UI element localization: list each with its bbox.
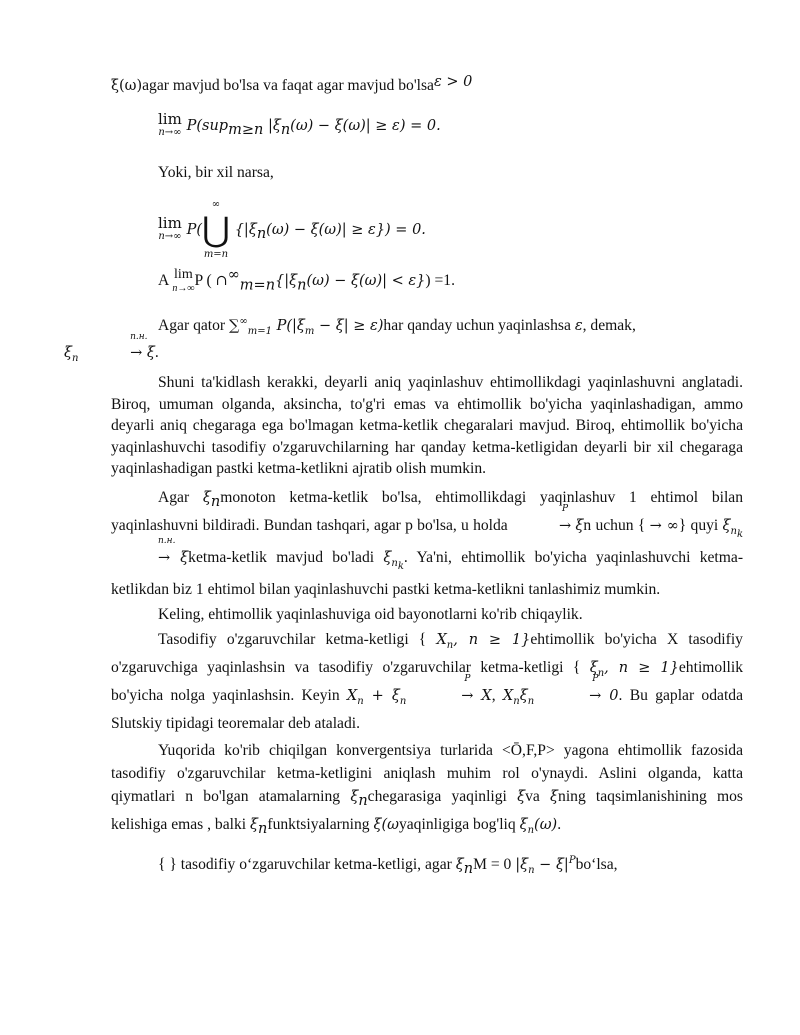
yoki-line: Yoki, bir xil narsa, <box>158 163 274 181</box>
paragraph-tasodifiy: Tasodifiy o'zgaruvchilar ketma-ketligi { $X_n$, n ≥ 1}ehtimollik bo'yicha X tasodifiy o'zgaruvchiga yaqinlashsin va tasodifiy o'zgaruvchilar ketma-ketligi { $\xi_n$, n ≥ 1}ehtimollik bo'yicha nolga yaqinlashsin. Keyin $X_n + \xi_n$ P → X, $X_n\xi_n$ P → 0. Bu gaplar odatda Slutskiy tipidagi teoremalar deb ataladi. <box>111 631 743 732</box>
lim-operator: lim n→∞ <box>158 109 182 138</box>
paragraph-keling: Keling, ehtimollik yaqinlashuviga oid bayonotlarni ko'rib chiqaylik. <box>158 605 583 623</box>
union-operator: ∞ ⋃ m=n <box>202 199 230 260</box>
math-as-convergence: $\xi_n$ п.н. → ξ <box>64 332 155 364</box>
paragraph-shuni: Shuni ta'kidlash kerakki, deyarli aniq yaqinlashuv ehtimollikdagi yaqinlashuvni anglatadi. Biroq, umuman olganda, aksincha, to'g'ri emas va ehtimollik bo'yicha yaqinlashadigan, ammo deyarli aniq chegaraga ega bo'lmagan ketma-ketlik chegaralari mavjud. Biroq, ehtimollik bo'yicha yaqinlashuvchi tasodifiy o'zgaruvchilarning har qanday ketma-ketligidan deyarli bir xil chegaraga yaqinlashadigan pastki ketma-ketlikni ajratib olish mumkin. <box>111 374 743 478</box>
formula-sup-limit: lim n→∞ P(sup$_{m\ge n}$ $|\xi_n(\omega) - \xi(\omega)| \ge \varepsilon) = 0$. <box>158 109 441 138</box>
math-sum: $\sum^\infty_{m=1}$ $P(|\xi_m - \xi| \ge \varepsilon)$ <box>229 315 384 337</box>
document-page <box>64 72 744 881</box>
paragraph-last: { } tasodifiy o‘zgaruvchilar ketma-ketligi, agar $\xi_nM = 0$ $|\xi_n$ − $\xi|^Pbo‘lsa$, <box>158 854 618 877</box>
paragraph-monoton: Agar $\xi_nmonoton$ ketma-ketlik bo'lsa, ehtimollikdagi yaqinlashuv 1 ehtimol bilan yaqinlashuvni bildiradi. Bundan tashqari, agar p bo'lsa, u holda P → ξn uchun { → ∞} quyi $\xi_{n_k}$ п.н. → ξketma-ketlik mavjud bo'ladi $\xi_{n_k}$. Ya'ni, ehtimollik bo'yicha yaqinlashuvchi ketma-ketlikdan biz 1 ehtimol bilan yaqinlashuvchi pastki ketma-ketlikni tanlashimiz mumkin. <box>111 488 744 598</box>
paragraph-yuqorida: Yuqorida ko'rib chiqilgan konvergentsiya turlarida <Ō,F,P> yagona ehtimollik fazosida tasodifiy o'zgaruvchilar ketma-ketligini aniqlash muhim rol o'ynaydi. Aslini olganda, katta qiymatlari n bo'lgan atamalarning $\xi_nchegarasiga$ yaqinligi ξva ξning taqsimlanishining mos kelishiga emas , balki $\xi_nfunktsiyalarning$ ξ(ωyaqinligiga bog'liq $\xi_n(\omega)$. <box>111 741 744 838</box>
intro-line <box>111 72 743 98</box>
math-slutsky-product: $X_n\xi_n$ P → 0 <box>502 674 619 707</box>
intersection-line: A lim n→∞ P ( $\cap^\infty_{m=n}\{|\xi_n(\omega) - \xi(\omega)| < \varepsilon\}) =1$. <box>158 266 455 294</box>
math-subseq-convergence: $\xi_{n_k}$ п.н. → ξ <box>158 518 744 566</box>
lim-operator-2: lim n→∞ <box>158 214 182 242</box>
intro-text: agar mavjud bo'lsa va faqat agar mavjud bo'lsa <box>142 77 434 94</box>
math-slutsky-sum: $X_n + \xi_n$ P → X <box>346 674 492 707</box>
math-xi-omega: ξ(ω) <box>111 78 143 94</box>
math-eps-gt-0: ε > 0 <box>433 74 473 90</box>
paragraph-series: Agar qator $\sum^\infty_{m=1}$ $P(|\xi_m - \xi| \ge \varepsilon)har$ qanday uchun yaqinlashsa ε, demak, $\xi_n$ п.н. → ξ. <box>64 315 636 364</box>
lim-operator-3: lim n→∞ <box>172 266 195 294</box>
formula-union-limit: lim n→∞ P( ∞ ⋃ m=n $\{|\xi_n(\omega) - \xi(\omega)| \ge \varepsilon\}) = 0$. <box>158 197 743 263</box>
